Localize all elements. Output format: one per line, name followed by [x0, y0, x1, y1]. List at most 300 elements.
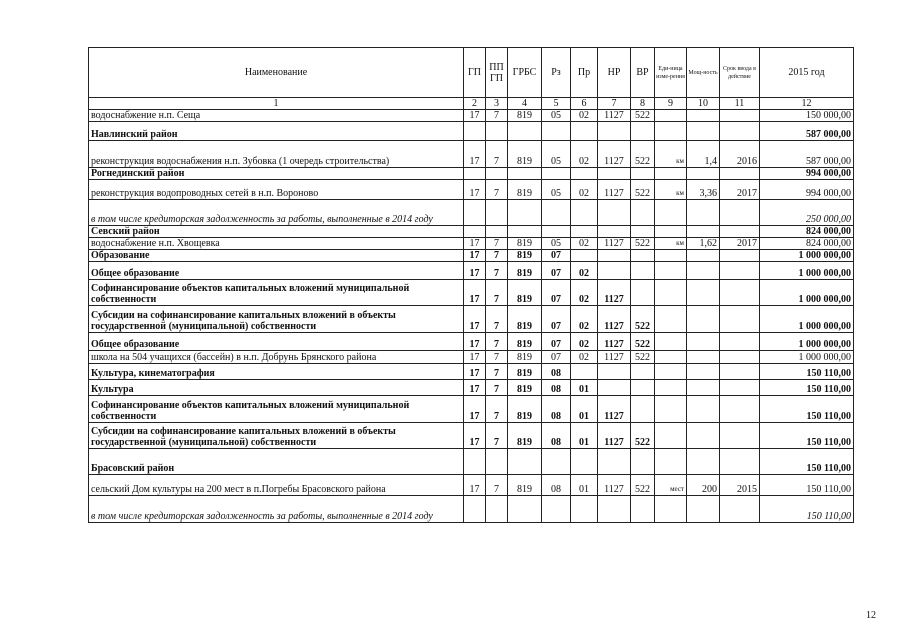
row-nr: 1127 — [598, 238, 631, 250]
row-vr — [631, 250, 655, 262]
row-rz: 07 — [542, 262, 571, 280]
col-header-name: Наименование — [89, 48, 464, 98]
table-row — [89, 449, 854, 475]
table-row — [89, 364, 854, 380]
row-amount: 587 000,00 — [760, 122, 854, 141]
row-ppgp — [486, 449, 508, 475]
row-nr: 1127 — [598, 423, 631, 449]
row-unit — [655, 351, 687, 364]
row-term — [720, 333, 760, 351]
row-rz: 07 — [542, 280, 571, 306]
row-unit — [655, 380, 687, 396]
row-gp — [464, 200, 486, 226]
row-gp — [464, 226, 486, 238]
row-gp: 17 — [464, 250, 486, 262]
row-pr: 02 — [571, 238, 598, 250]
row-ppgp: 7 — [486, 333, 508, 351]
row-ppgp: 7 — [486, 280, 508, 306]
row-gp — [464, 168, 486, 180]
row-unit — [655, 449, 687, 475]
row-gp — [464, 496, 486, 523]
row-grbs: 819 — [508, 351, 542, 364]
row-name: Софинансирование объектов капитальных вложений муниципальной собственности — [89, 396, 464, 423]
row-rz: 08 — [542, 380, 571, 396]
row-name: водоснабжение н.п. Хвощевка — [89, 238, 464, 250]
row-vr: 522 — [631, 238, 655, 250]
row-ppgp: 7 — [486, 351, 508, 364]
row-vr: 522 — [631, 475, 655, 496]
col-header-capacity: Мощ-ность — [687, 48, 720, 98]
col-number: 6 — [571, 98, 598, 110]
row-rz: 07 — [542, 333, 571, 351]
row-unit — [655, 168, 687, 180]
row-grbs: 819 — [508, 238, 542, 250]
row-ppgp — [486, 200, 508, 226]
row-ppgp: 7 — [486, 396, 508, 423]
row-amount: 1 000 000,00 — [760, 351, 854, 364]
row-term — [720, 262, 760, 280]
row-nr — [598, 449, 631, 475]
col-number: 9 — [655, 98, 687, 110]
row-unit — [655, 280, 687, 306]
col-header-unit: Еди-ница изме-рения — [655, 48, 687, 98]
row-capacity: 200 — [687, 475, 720, 496]
row-amount: 994 000,00 — [760, 180, 854, 200]
row-rz — [542, 449, 571, 475]
row-grbs: 819 — [508, 475, 542, 496]
row-ppgp: 7 — [486, 306, 508, 333]
row-vr — [631, 226, 655, 238]
row-unit — [655, 396, 687, 423]
row-amount: 1 000 000,00 — [760, 333, 854, 351]
row-rz: 05 — [542, 141, 571, 168]
row-gp: 17 — [464, 333, 486, 351]
row-pr: 01 — [571, 396, 598, 423]
row-nr — [598, 200, 631, 226]
row-unit: мест — [655, 475, 687, 496]
col-header-pr: Пр — [571, 48, 598, 98]
table-row — [89, 280, 854, 306]
table-row — [89, 496, 854, 523]
row-rz — [542, 168, 571, 180]
row-name: в том числе кредиторская задолженность за работы, выполненные в 2014 году — [89, 200, 464, 226]
row-ppgp — [486, 168, 508, 180]
row-capacity — [687, 306, 720, 333]
row-vr — [631, 396, 655, 423]
row-amount: 1 000 000,00 — [760, 280, 854, 306]
row-name: Субсидии на софинансирование капитальных вложений в объекты государственной (муниципальной) собственности — [89, 423, 464, 449]
row-term — [720, 380, 760, 396]
row-capacity — [687, 280, 720, 306]
col-number: 2 — [464, 98, 486, 110]
row-capacity — [687, 380, 720, 396]
row-ppgp: 7 — [486, 423, 508, 449]
row-rz: 07 — [542, 351, 571, 364]
row-term — [720, 110, 760, 122]
row-capacity: 1,4 — [687, 141, 720, 168]
row-nr: 1127 — [598, 475, 631, 496]
row-grbs — [508, 122, 542, 141]
row-pr: 02 — [571, 351, 598, 364]
row-amount: 150 000,00 — [760, 110, 854, 122]
row-ppgp — [486, 122, 508, 141]
row-nr: 1127 — [598, 351, 631, 364]
row-rz: 05 — [542, 110, 571, 122]
row-grbs — [508, 200, 542, 226]
col-number: 4 — [508, 98, 542, 110]
row-name: реконструкция водоснабжения н.п. Зубовка (1 очередь строительства) — [89, 141, 464, 168]
row-name: Рогнединский район — [89, 168, 464, 180]
row-ppgp: 7 — [486, 110, 508, 122]
col-header-nr: НР — [598, 48, 631, 98]
row-name: школа на 504 учащихся (бассейн) в н.п. Добрунь Брянского района — [89, 351, 464, 364]
row-capacity — [687, 122, 720, 141]
table-row — [89, 306, 854, 333]
row-rz: 08 — [542, 423, 571, 449]
row-gp: 17 — [464, 423, 486, 449]
table-row — [89, 180, 854, 200]
row-grbs: 819 — [508, 250, 542, 262]
row-term — [720, 250, 760, 262]
table-row — [89, 238, 854, 250]
row-ppgp: 7 — [486, 250, 508, 262]
row-pr: 01 — [571, 423, 598, 449]
row-pr — [571, 226, 598, 238]
row-amount: 150 110,00 — [760, 364, 854, 380]
row-unit — [655, 333, 687, 351]
row-vr — [631, 122, 655, 141]
row-name: Софинансирование объектов капитальных вложений муниципальной собственности — [89, 280, 464, 306]
row-amount: 150 110,00 — [760, 475, 854, 496]
row-nr — [598, 168, 631, 180]
row-unit — [655, 250, 687, 262]
col-header-grbs: ГРБС — [508, 48, 542, 98]
row-unit: км — [655, 141, 687, 168]
col-number: 5 — [542, 98, 571, 110]
row-pr: 01 — [571, 380, 598, 396]
row-vr: 522 — [631, 110, 655, 122]
table-row — [89, 141, 854, 168]
row-capacity — [687, 168, 720, 180]
row-unit — [655, 200, 687, 226]
row-capacity — [687, 333, 720, 351]
col-header-rz: Рз — [542, 48, 571, 98]
row-ppgp — [486, 226, 508, 238]
table-row — [89, 122, 854, 141]
row-pr: 02 — [571, 262, 598, 280]
row-amount: 1 000 000,00 — [760, 250, 854, 262]
row-ppgp: 7 — [486, 180, 508, 200]
row-amount: 150 110,00 — [760, 380, 854, 396]
row-grbs: 819 — [508, 364, 542, 380]
row-vr — [631, 496, 655, 523]
row-vr — [631, 449, 655, 475]
row-rz: 07 — [542, 306, 571, 333]
row-ppgp: 7 — [486, 364, 508, 380]
row-amount: 1 000 000,00 — [760, 306, 854, 333]
row-capacity — [687, 250, 720, 262]
col-header-year: 2015 год — [760, 48, 854, 98]
table-row — [89, 380, 854, 396]
row-capacity — [687, 110, 720, 122]
row-pr — [571, 364, 598, 380]
row-unit — [655, 423, 687, 449]
row-amount: 824 000,00 — [760, 226, 854, 238]
row-name: Культура — [89, 380, 464, 396]
col-header-gp: ГП — [464, 48, 486, 98]
row-name: Севский район — [89, 226, 464, 238]
row-rz: 05 — [542, 238, 571, 250]
col-number: 10 — [687, 98, 720, 110]
row-pr: 02 — [571, 280, 598, 306]
row-rz: 08 — [542, 364, 571, 380]
row-term — [720, 280, 760, 306]
row-amount: 150 110,00 — [760, 423, 854, 449]
row-rz — [542, 226, 571, 238]
row-term — [720, 306, 760, 333]
row-gp: 17 — [464, 351, 486, 364]
row-capacity — [687, 200, 720, 226]
row-rz: 08 — [542, 396, 571, 423]
row-amount: 824 000,00 — [760, 238, 854, 250]
row-name: Брасовский район — [89, 449, 464, 475]
table-row — [89, 423, 854, 449]
row-nr — [598, 496, 631, 523]
row-capacity: 1,62 — [687, 238, 720, 250]
row-term — [720, 449, 760, 475]
row-nr — [598, 226, 631, 238]
row-nr: 1127 — [598, 280, 631, 306]
row-vr: 522 — [631, 141, 655, 168]
row-grbs: 819 — [508, 262, 542, 280]
row-rz: 05 — [542, 180, 571, 200]
row-ppgp: 7 — [486, 475, 508, 496]
row-vr: 522 — [631, 423, 655, 449]
row-ppgp: 7 — [486, 380, 508, 396]
row-pr: 02 — [571, 306, 598, 333]
row-name: водоснабжение н.п. Сеща — [89, 110, 464, 122]
table-row — [89, 262, 854, 280]
row-name: Образование — [89, 250, 464, 262]
row-name: Общее образование — [89, 333, 464, 351]
col-header-vr: ВР — [631, 48, 655, 98]
row-term — [720, 200, 760, 226]
row-grbs — [508, 168, 542, 180]
row-term — [720, 423, 760, 449]
table-row — [89, 200, 854, 226]
row-grbs: 819 — [508, 306, 542, 333]
row-grbs — [508, 226, 542, 238]
row-term: 2016 — [720, 141, 760, 168]
row-pr: 02 — [571, 180, 598, 200]
row-name: Культура, кинематография — [89, 364, 464, 380]
col-number: 1 — [89, 98, 464, 110]
row-gp — [464, 122, 486, 141]
row-vr — [631, 168, 655, 180]
row-grbs: 819 — [508, 333, 542, 351]
row-grbs: 819 — [508, 141, 542, 168]
row-term: 2017 — [720, 180, 760, 200]
row-pr: 02 — [571, 110, 598, 122]
row-pr — [571, 449, 598, 475]
row-nr: 1127 — [598, 396, 631, 423]
row-unit — [655, 262, 687, 280]
row-gp: 17 — [464, 306, 486, 333]
row-term — [720, 396, 760, 423]
row-pr — [571, 168, 598, 180]
row-unit — [655, 364, 687, 380]
row-gp — [464, 449, 486, 475]
col-header-ppgp: ПП ГП — [486, 48, 508, 98]
row-unit — [655, 496, 687, 523]
row-rz — [542, 200, 571, 226]
row-gp: 17 — [464, 364, 486, 380]
row-capacity: 3,36 — [687, 180, 720, 200]
row-gp: 17 — [464, 396, 486, 423]
row-pr — [571, 122, 598, 141]
row-capacity — [687, 423, 720, 449]
row-name: в том числе кредиторская задолженность за работы, выполненные в 2014 году — [89, 496, 464, 523]
row-term — [720, 351, 760, 364]
row-rz — [542, 496, 571, 523]
row-nr — [598, 262, 631, 280]
row-nr: 1127 — [598, 333, 631, 351]
table-row — [89, 226, 854, 238]
table-row — [89, 475, 854, 496]
col-number: 11 — [720, 98, 760, 110]
row-unit — [655, 122, 687, 141]
col-number: 8 — [631, 98, 655, 110]
budget-table — [88, 47, 854, 523]
row-pr: 01 — [571, 475, 598, 496]
row-capacity — [687, 364, 720, 380]
table-row — [89, 168, 854, 180]
column-number-row — [89, 98, 854, 110]
row-capacity — [687, 351, 720, 364]
row-name: сельский Дом культуры на 200 мест в п.Погребы Брасовского района — [89, 475, 464, 496]
row-amount: 250 000,00 — [760, 200, 854, 226]
row-vr: 522 — [631, 306, 655, 333]
table-body — [89, 48, 854, 523]
row-term — [720, 122, 760, 141]
row-nr — [598, 380, 631, 396]
row-nr — [598, 250, 631, 262]
row-unit — [655, 110, 687, 122]
row-pr: 02 — [571, 141, 598, 168]
row-ppgp — [486, 496, 508, 523]
col-number: 7 — [598, 98, 631, 110]
row-capacity — [687, 226, 720, 238]
row-vr: 522 — [631, 180, 655, 200]
row-grbs: 819 — [508, 180, 542, 200]
row-capacity — [687, 262, 720, 280]
row-name: Общее образование — [89, 262, 464, 280]
row-amount: 994 000,00 — [760, 168, 854, 180]
row-grbs — [508, 496, 542, 523]
row-amount: 150 110,00 — [760, 449, 854, 475]
row-capacity — [687, 449, 720, 475]
col-number: 3 — [486, 98, 508, 110]
row-gp: 17 — [464, 280, 486, 306]
row-pr — [571, 496, 598, 523]
page-number: 12 — [866, 610, 876, 621]
row-ppgp: 7 — [486, 238, 508, 250]
row-name: Субсидии на софинансирование капитальных вложений в объекты государственной (муниципальной) собственности — [89, 306, 464, 333]
row-gp: 17 — [464, 380, 486, 396]
row-gp: 17 — [464, 475, 486, 496]
row-nr: 1127 — [598, 180, 631, 200]
row-rz: 08 — [542, 475, 571, 496]
row-vr — [631, 200, 655, 226]
row-unit — [655, 226, 687, 238]
row-unit — [655, 306, 687, 333]
row-vr — [631, 380, 655, 396]
col-number: 12 — [760, 98, 854, 110]
row-vr — [631, 262, 655, 280]
row-nr — [598, 122, 631, 141]
row-grbs: 819 — [508, 423, 542, 449]
row-term — [720, 168, 760, 180]
table-row — [89, 250, 854, 262]
row-gp: 17 — [464, 141, 486, 168]
row-nr: 1127 — [598, 141, 631, 168]
row-grbs: 819 — [508, 280, 542, 306]
table-row — [89, 396, 854, 423]
row-pr — [571, 250, 598, 262]
row-term: 2015 — [720, 475, 760, 496]
row-amount: 150 110,00 — [760, 396, 854, 423]
row-pr: 02 — [571, 333, 598, 351]
row-gp: 17 — [464, 110, 486, 122]
row-nr: 1127 — [598, 110, 631, 122]
row-name: Навлинский район — [89, 122, 464, 141]
row-vr — [631, 280, 655, 306]
row-capacity — [687, 396, 720, 423]
row-grbs: 819 — [508, 380, 542, 396]
table-row — [89, 351, 854, 364]
row-amount: 587 000,00 — [760, 141, 854, 168]
table-row — [89, 110, 854, 122]
row-ppgp: 7 — [486, 262, 508, 280]
row-term: 2017 — [720, 238, 760, 250]
row-amount: 150 110,00 — [760, 496, 854, 523]
row-vr — [631, 364, 655, 380]
row-unit: км — [655, 238, 687, 250]
row-term — [720, 496, 760, 523]
row-grbs — [508, 449, 542, 475]
row-rz: 07 — [542, 250, 571, 262]
row-rz — [542, 122, 571, 141]
col-header-term: Срок ввода в действие — [720, 48, 760, 98]
row-capacity — [687, 496, 720, 523]
row-gp: 17 — [464, 238, 486, 250]
row-nr — [598, 364, 631, 380]
row-unit: км — [655, 180, 687, 200]
row-grbs: 819 — [508, 110, 542, 122]
row-grbs: 819 — [508, 396, 542, 423]
row-term — [720, 226, 760, 238]
row-vr: 522 — [631, 333, 655, 351]
row-ppgp: 7 — [486, 141, 508, 168]
row-gp: 17 — [464, 180, 486, 200]
table-row — [89, 333, 854, 351]
row-term — [720, 364, 760, 380]
row-pr — [571, 200, 598, 226]
row-name: реконструкция водопроводных сетей в н.п. Вороново — [89, 180, 464, 200]
row-nr: 1127 — [598, 306, 631, 333]
row-gp: 17 — [464, 262, 486, 280]
header-row — [89, 48, 854, 98]
